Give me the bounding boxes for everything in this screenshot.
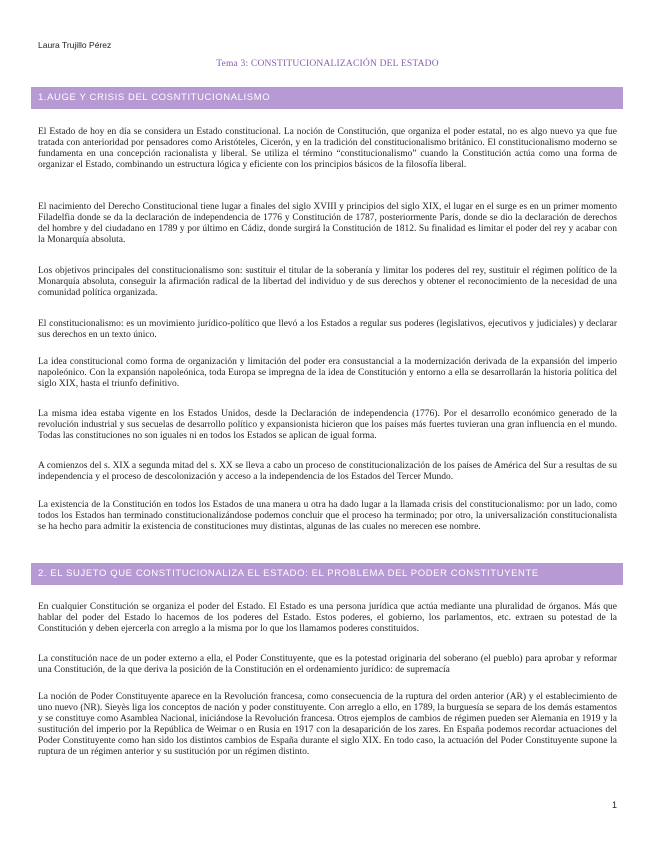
paragraph: La idea constitucional como forma de organización y limitación del poder era consustancial a la modernización derivada de la expansión del imperio napoleónico. Con la expansión napoleónica, toda Europa se impregna de la idea de Constitución y entorno a ella se desarrollarán la historia política del siglo XIX, hasta el triunfo definitivo. bbox=[38, 357, 617, 389]
paragraph: A comienzos del s. XIX a segunda mitad del s. XX se lleva a cabo un proceso de constitucionalización de los países de América del Sur a resultas de su independencia y el proceso de descolonización y acceso a la independencia de los Estados del Tercer Mundo. bbox=[38, 461, 617, 482]
paragraph: El constitucionalismo: es un movimiento jurídico-político que llevó a los Estados a regular sus poderes (legislativos, ejecutivos y judiciales) y declarar sus derechos en un texto único. bbox=[38, 319, 617, 340]
paragraph: La noción de Poder Constituyente aparece en la Revolución francesa, como consecuencia de la ruptura del orden anterior (AR) y el establecimiento de uno nuevo (NR). Sieyès liga los conceptos de nación y poder constituyente. Con arreglo a ello, en 1789, la burguesía se separa de los demás estamentos y se constituye como Asamblea Nacional, iniciándose la Revolución francesa. Otros ejemplos de cambios de régimen pueden ser Alemania en 1919 y la sustitución del imperio por la República de Weimar o en Rusia en 1917 con la desaparición de los zares. En España podemos recordar actuaciones del Poder Constituyente como han sido los distintos cambios de España durante el siglo XIX. En todo caso, la actuación del Poder Constituyente supone la ruptura de un régimen anterior y su sustitución por un régimen distinto. bbox=[38, 692, 617, 757]
paragraph: El Estado de hoy en día se considera un Estado constitucional. La noción de Constitución, que organiza el poder estatal, no es algo nuevo ya que fue tratada con anterioridad por pensadores como Aristóteles, Cicerón, y en la tradición del constitucionalismo británico. El constitucionalismo moderno se fundamenta en una concepción racionalista y liberal. Se utiliza el término “constitucionalismo” cuando la Constitución actúa como una forma de organizar el Estado, combinando un estructura lógica y eficiente con los principios básicos de la filosofía liberal. bbox=[38, 127, 617, 170]
paragraph: El nacimiento del Derecho Constitucional tiene lugar a finales del siglo XVIII y principios del siglo XIX, el lugar en el surge es en un primer momento Filadelfia donde se da la declaración de independencia de 1776 y Constitución de 1787, posteriormente París, donde se dio la declaración de derechos del hombre y del ciudadano en 1789 y por último en Cádiz, donde surgirá la Constitución de 1812. Su finalidad es limitar el poder del rey y acabar con la Monarquía absoluta. bbox=[38, 202, 617, 245]
paragraph: En cualquier Constitución se organiza el poder del Estado. El Estado es una persona jurídica que actúa mediante una pluralidad de órganos. Más que hablar del poder del Estado lo hacemos de los poderes del Estado. Estos poderes, el gobierno, los parlamentos, etc. extraen su potestad de la Constitución y deben ejercerla con arreglo a la misma por lo que los llamamos poderes constituidos. bbox=[38, 602, 617, 634]
author-name: Laura Trujillo Pérez bbox=[38, 40, 112, 50]
paragraph: La existencia de la Constitución en todos los Estados de una manera u otra ha dado lugar a la llamada crisis del constitucionalismo: por un lado, como todos los Estados han terminado constitucionalizándose podemos concluir que el proceso ha terminado; por otro, la universalización constitucionalista se ha hecho para admitir la existencia de constituciones muy distintas, algunas de las cuales no merecen ese nombre. bbox=[38, 500, 617, 532]
section-heading-2: 2. EL SUJETO QUE CONSTITUCIONALIZA EL ESTADO: EL PROBLEMA DEL PODER CONSTITUYENTE bbox=[31, 563, 623, 585]
document-title: Tema 3: CONSTITUCIONALIZACIÓN DEL ESTADO bbox=[216, 59, 439, 69]
paragraph: La constitución nace de un poder externo a ella, el Poder Constituyente, que es la potestad originaria del soberano (el pueblo) para aprobar y reformar una Constitución, de la que deriva la posición de la Constitución en el ordenamiento jurídico: de supremacía bbox=[38, 654, 617, 675]
paragraph: Los objetivos principales del constitucionalismo son: sustituir el titular de la soberanía y limitar los poderes del rey, sustituir el régimen político de la Monarquía absoluta, conseguir la afirmación radical de la libertad del individuo y de sus derechos y obtener el reconocimiento de la necesidad de una comunidad política organizada. bbox=[38, 266, 617, 298]
paragraph: La misma idea estaba vigente en los Estados Unidos, desde la Declaración de independencia (1776). Por el desarrollo económico generado de la revolución industrial y sus secuelas de desarrollo político y expansionista hicieron que los países más fuertes tuvieran una gran influencia en el mundo. Todas las constituciones no son iguales ni en todos los Estados se aplican de igual forma. bbox=[38, 409, 617, 441]
section-heading-1: 1.AUGE Y CRISIS DEL COSNTITUCIONALISMO bbox=[31, 87, 623, 109]
page-number: 1 bbox=[611, 800, 617, 810]
